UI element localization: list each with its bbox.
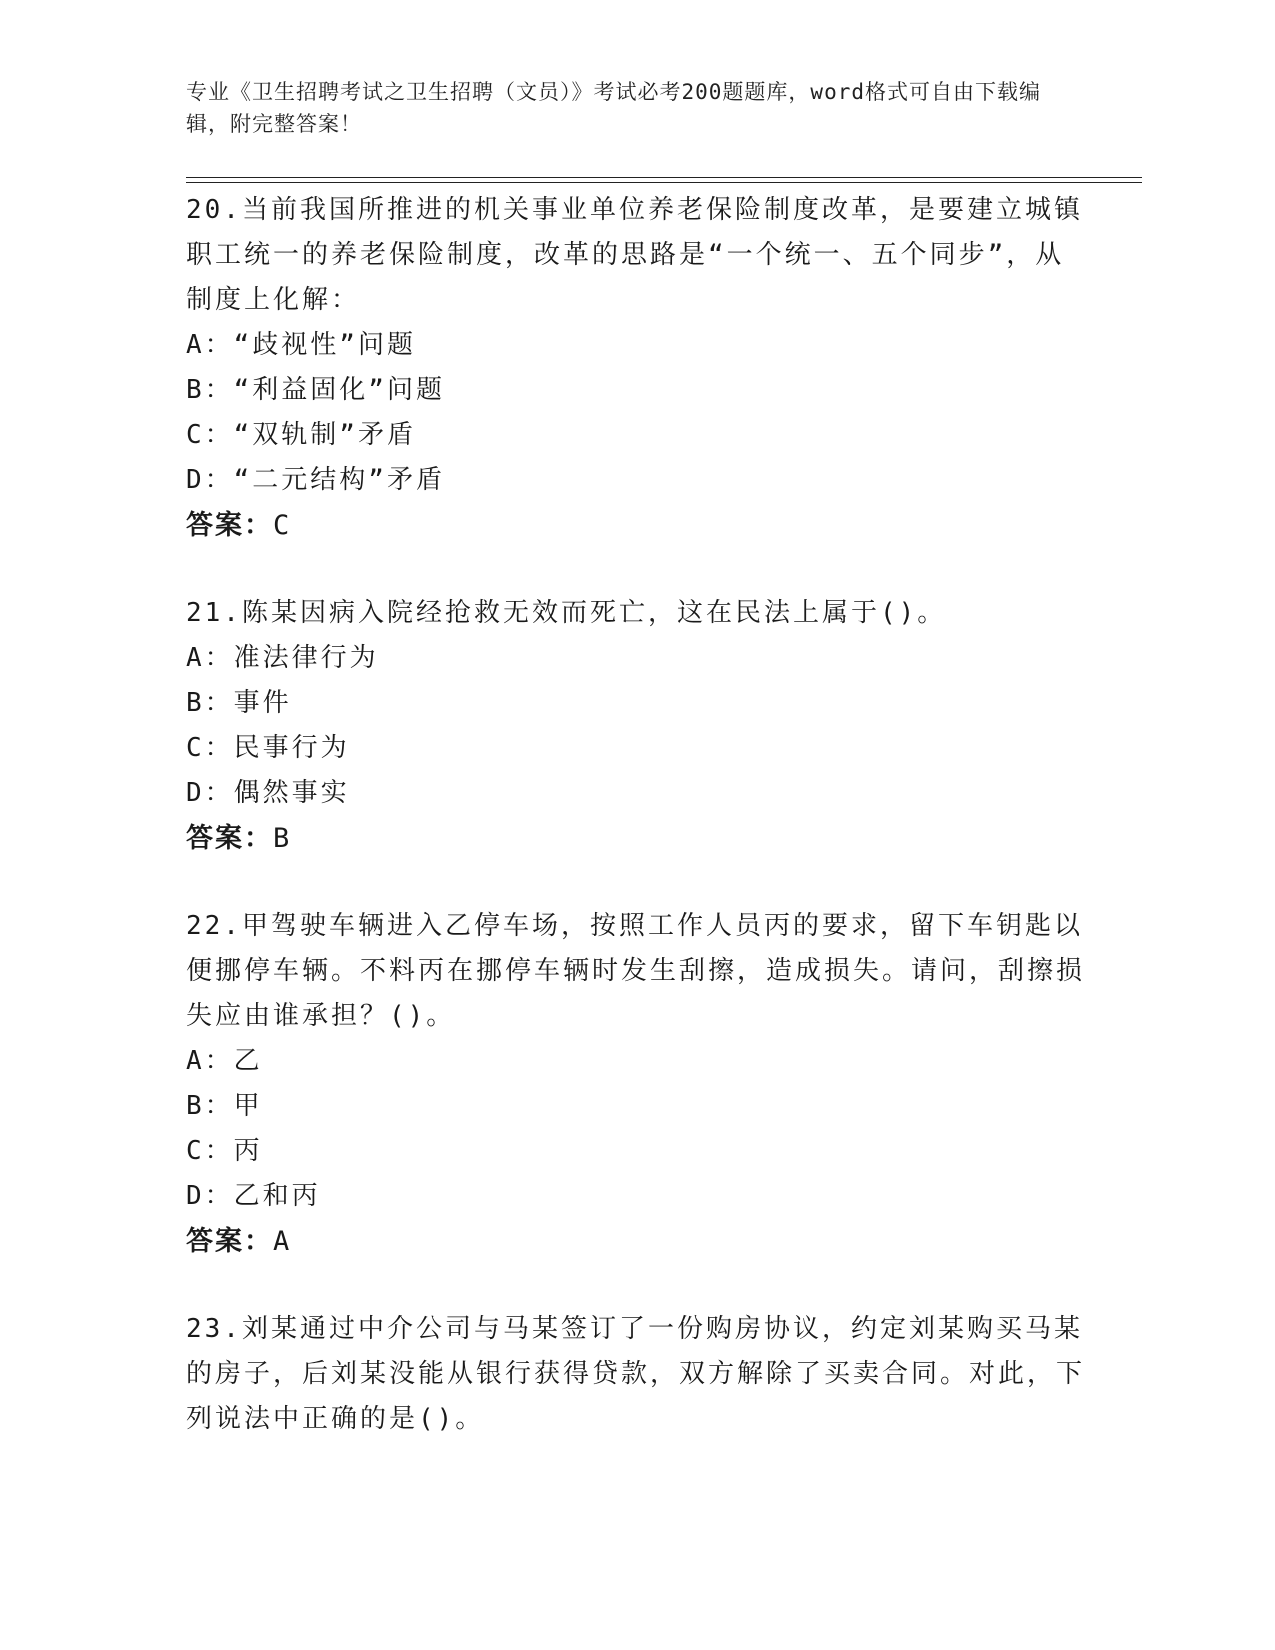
question-stem: 23.刘某通过中介公司与马某签订了一份购房协议，约定刘某购买马某的房子，后刘某没能从银行获得贷款，双方解除了买卖合同。对此，下列说法中正确的是()。: [186, 1314, 1086, 1434]
option-d: D：偶然事实: [186, 778, 350, 808]
option-c: C：“双轨制”矛盾: [186, 420, 416, 450]
question-23: [186, 1307, 1086, 1442]
answer-value: C: [273, 510, 292, 541]
question-stem: 21.陈某因病入院经抢救无效而死亡，这在民法上属于()。: [186, 598, 947, 628]
question-22: [186, 904, 1086, 1265]
option-a: A：“歧视性”问题: [186, 330, 416, 360]
option-d: D：乙和丙: [186, 1181, 321, 1211]
answer-value: B: [273, 823, 292, 854]
question-stem: 22.甲驾驶车辆进入乙停车场，按照工作人员丙的要求，留下车钥匙以便挪停车辆。不料丙在挪停车辆时发生刮擦，造成损失。请问，刮擦损失应由谁承担？()。: [186, 911, 1086, 1031]
answer-line: [186, 503, 1086, 549]
answer-value: A: [273, 1226, 292, 1257]
question-21: [186, 591, 1086, 862]
answer-label: 答案：: [186, 1226, 273, 1257]
document-header: 专业《卫生招聘考试之卫生招聘（文员）》考试必考200题题库，word格式可自由下载编辑，附完整答案！: [186, 80, 1041, 136]
answer-line: [186, 1219, 1086, 1265]
question-list: [186, 188, 1086, 1484]
header-divider-bottom: [186, 182, 1142, 183]
option-b: B：甲: [186, 1091, 263, 1121]
option-c: C：民事行为: [186, 733, 350, 763]
question-20: [186, 188, 1086, 549]
header-divider-top: [186, 177, 1142, 178]
option-d: D：“二元结构”矛盾: [186, 465, 445, 495]
option-b: B：事件: [186, 688, 292, 718]
question-stem: 20.当前我国所推进的机关事业单位养老保险制度改革，是要建立城镇职工统一的养老保险制度，改革的思路是“一个统一、五个同步”，从制度上化解：: [186, 195, 1083, 315]
option-a: A：乙: [186, 1046, 263, 1076]
answer-label: 答案：: [186, 510, 273, 541]
option-b: B：“利益固化”问题: [186, 375, 445, 405]
answer-label: 答案：: [186, 823, 273, 854]
option-c: C：丙: [186, 1136, 263, 1166]
answer-line: [186, 816, 1086, 862]
option-a: A：准法律行为: [186, 643, 379, 673]
